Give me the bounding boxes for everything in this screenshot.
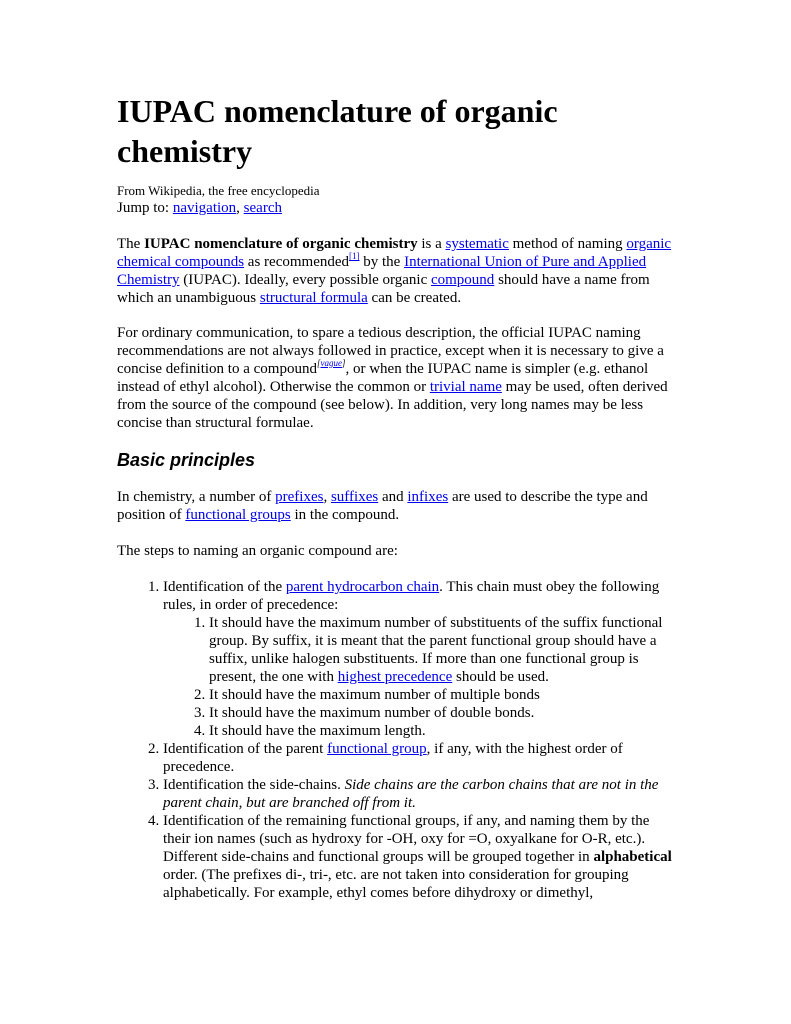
trivial-name-link[interactable]: trivial name xyxy=(429,379,502,395)
text: can be created. xyxy=(367,290,462,306)
structural-formula-link[interactable]: structural formula xyxy=(259,290,368,306)
functional-group-link[interactable]: functional group xyxy=(327,741,427,757)
text: order. (The prefixes di-, tri-, etc. are not taken into consideration for grouping alphabetically. For example, ethyl comes before dihydroxy or dimethyl, xyxy=(163,867,629,901)
jump-prefix: Jump to: xyxy=(117,200,173,216)
suffixes-link[interactable]: suffixes xyxy=(330,489,379,505)
section-heading: Basic principles xyxy=(117,450,256,470)
bold-term: IUPAC nomenclature of organic chemistry xyxy=(144,236,418,252)
iupac-link[interactable]: International Union of Pure and Applied Chemistry xyxy=(117,254,647,288)
principles-paragraph xyxy=(117,488,677,524)
text: is a xyxy=(417,236,446,252)
text: should be used. xyxy=(452,669,549,685)
text: may be used, often derived from the source of the compound (see below). In addition, very long names may be less concise than structural formulae. xyxy=(117,379,668,431)
text: . This chain must obey the following rules, in order of precedence: xyxy=(163,579,660,613)
text: and xyxy=(378,489,408,505)
text: in the compound. xyxy=(290,507,400,523)
reference-1-link[interactable]: [1] xyxy=(349,251,360,261)
text: as recommended xyxy=(244,254,350,270)
tagline: From Wikipedia, the free encyclopedia xyxy=(117,183,320,198)
chain-rules-list xyxy=(163,614,677,740)
italic-note: Side chains are the carbon chains that are not in the parent chain, but are branched off from it. xyxy=(163,777,659,811)
text: The xyxy=(117,236,145,252)
prefixes-link[interactable]: prefixes xyxy=(275,489,324,505)
text: , or when the IUPAC name is simpler (e.g. ethanol instead of ethyl alcohol). Otherwise the common or xyxy=(117,361,649,395)
intro-paragraph xyxy=(117,235,677,307)
usage-paragraph xyxy=(117,324,677,432)
functional-groups-link[interactable]: functional groups xyxy=(185,507,291,523)
jump-separator: , xyxy=(236,200,244,216)
naming-steps-list xyxy=(117,578,677,902)
text: by the xyxy=(359,254,405,270)
text: (IUPAC). Ideally, every possible organic xyxy=(179,272,431,288)
steps-intro: The steps to naming an organic compound are: xyxy=(117,543,398,559)
parent-hydrocarbon-chain-link[interactable]: parent hydrocarbon chain xyxy=(285,579,440,595)
vague-tag xyxy=(317,358,346,368)
text: Identification of the xyxy=(163,579,286,595)
infixes-link[interactable]: infixes xyxy=(407,489,449,505)
text: For ordinary communication, to spare a tedious description, the official IUPAC naming recommendations are not always followed in practice, except when it is necessary to give a concise definition to a compound xyxy=(117,325,664,377)
list-item xyxy=(163,776,677,812)
text: It should have the maximum number of substituents of the suffix functional group. By suffix, it is meant that the parent functional group should have a suffix, unlike halogen substituents. If more than one functional group is present, the one with xyxy=(209,615,663,685)
list-item xyxy=(209,614,677,686)
list-item xyxy=(163,740,677,776)
navigation-link[interactable]: navigation xyxy=(172,200,237,216)
systematic-link[interactable]: systematic xyxy=(445,236,509,252)
list-item: 3. It should have the maximum number of double bonds. xyxy=(209,704,677,722)
jump-links xyxy=(117,199,282,217)
page-title: IUPAC nomenclature of organic chemistry xyxy=(117,93,558,169)
text: , if any, with the highest order of precedence. xyxy=(163,741,623,775)
bold-term: alphabetical xyxy=(593,849,672,865)
text: Identification the side-chains. xyxy=(163,777,345,793)
text: Identification of the remaining functional groups, if any, and naming them by the their ion names (such as hydroxy for -OH, oxy for =O, oxyalkane for O-R, etc.). Different side-chains and functional groups will be grouped together in xyxy=(163,813,650,865)
highest-precedence-link[interactable]: highest precedence xyxy=(337,669,453,685)
text: , xyxy=(323,489,331,505)
list-item: 4. It should have the maximum length. xyxy=(209,722,677,740)
text: Identification of the parent xyxy=(163,741,328,757)
list-item xyxy=(163,578,677,740)
text: In chemistry, a number of xyxy=(117,489,276,505)
text: should have a name from which an unambiguous xyxy=(117,272,650,306)
list-item: 2. It should have the maximum number of multiple bonds xyxy=(209,686,677,704)
vague-link[interactable]: vague xyxy=(320,358,342,368)
compound-link[interactable]: compound xyxy=(430,272,495,288)
bracket: ] xyxy=(341,358,346,368)
text: are used to describe the type and position of xyxy=(117,489,648,523)
bracket: [ xyxy=(316,358,321,368)
list-item xyxy=(163,812,677,902)
organic-chemical-compounds-link[interactable]: organic chemical compounds xyxy=(117,236,672,270)
text: method of naming xyxy=(508,236,627,252)
search-link[interactable]: search xyxy=(243,200,282,216)
